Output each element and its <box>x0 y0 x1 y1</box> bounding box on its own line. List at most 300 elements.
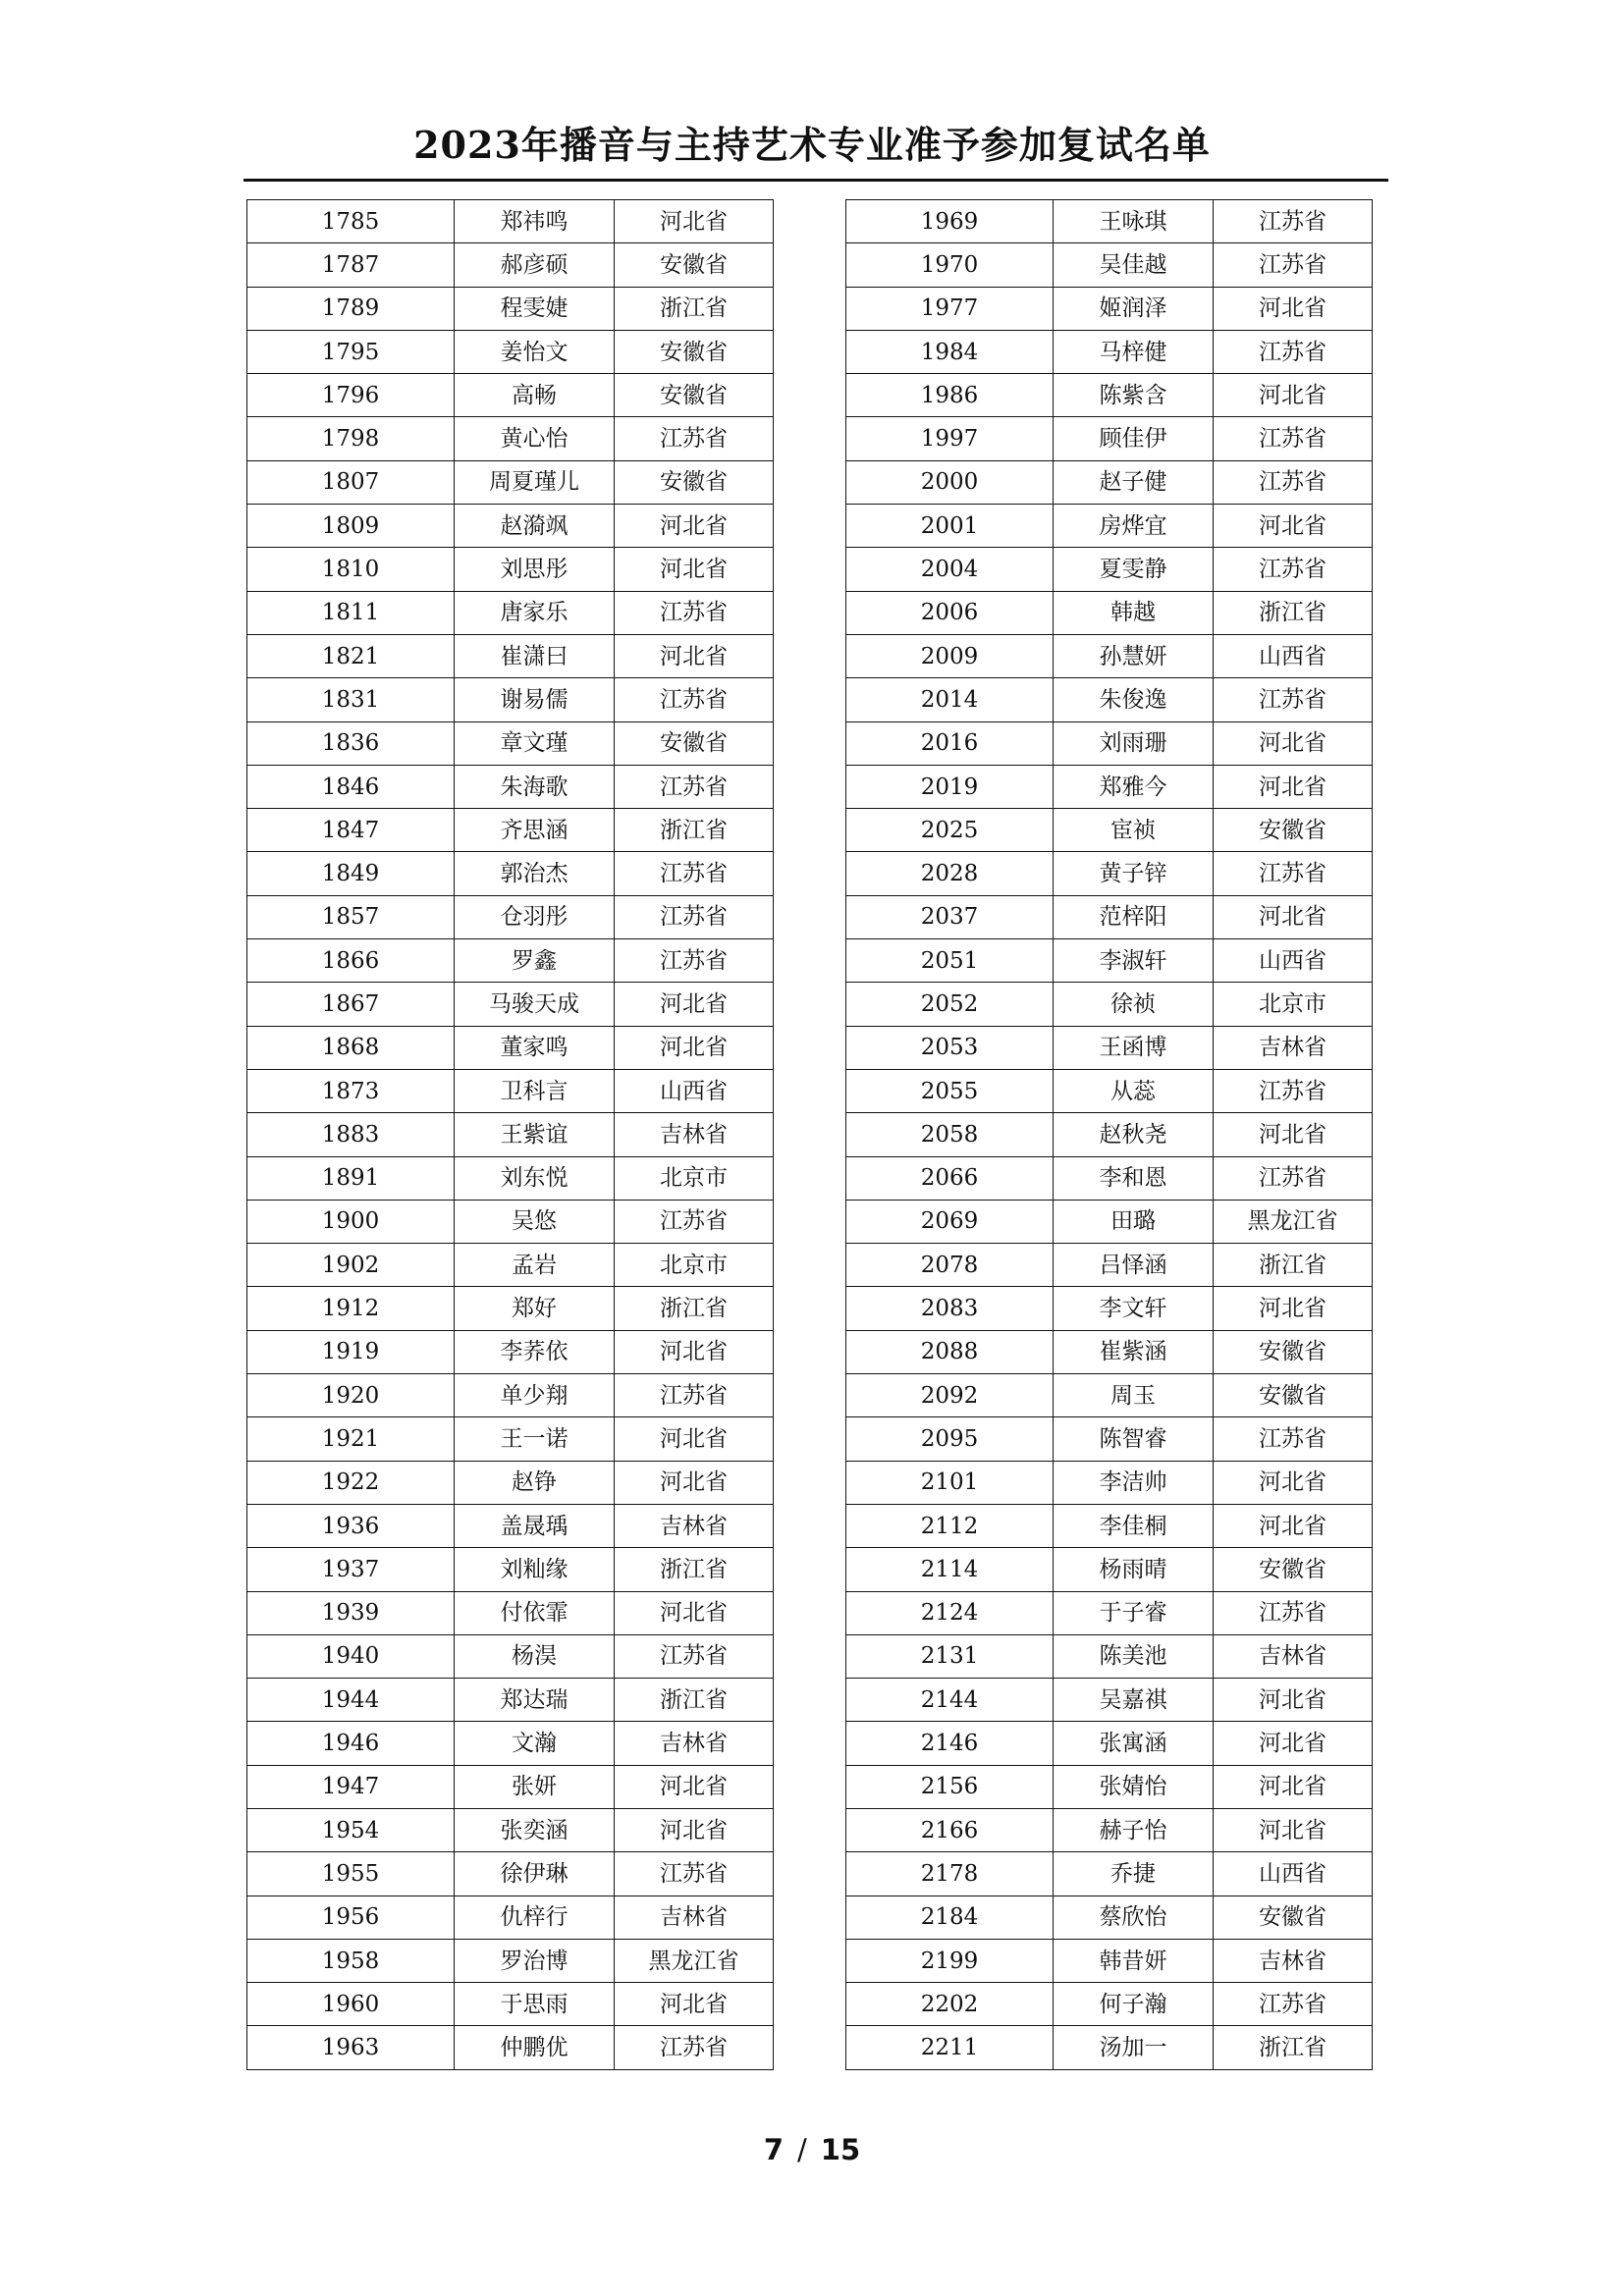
province-cell: 江苏省 <box>1214 1591 1373 1634</box>
province-cell: 山西省 <box>1214 1852 1373 1896</box>
candidate-name-cell: 郭治杰 <box>455 852 615 895</box>
province-cell: 河北省 <box>1214 1287 1373 1330</box>
exam-number-cell: 1846 <box>247 765 455 808</box>
candidate-name-cell: 房烨宜 <box>1054 505 1214 548</box>
province-cell: 江苏省 <box>1214 200 1373 243</box>
province-cell: 河北省 <box>1214 1765 1373 1808</box>
table-row <box>247 200 774 243</box>
exam-number-cell: 2124 <box>846 1591 1054 1634</box>
province-cell: 江苏省 <box>1214 243 1373 287</box>
candidate-name-cell: 唐家乐 <box>455 591 615 634</box>
candidate-name-cell: 汤加一 <box>1054 2026 1214 2069</box>
exam-number-cell: 2014 <box>846 678 1054 721</box>
table-row <box>247 1983 774 2026</box>
province-cell: 安徽省 <box>1214 1330 1373 1373</box>
table-row <box>846 765 1373 808</box>
exam-number-cell: 1785 <box>247 200 455 243</box>
table-row <box>247 721 774 765</box>
exam-number-cell: 1922 <box>247 1461 455 1504</box>
page-total: 15 <box>820 2133 861 2166</box>
exam-number-cell: 2131 <box>846 1634 1054 1678</box>
candidate-name-cell: 张奕涵 <box>455 1808 615 1851</box>
candidate-name-cell: 马梓健 <box>1054 330 1214 373</box>
candidate-name-cell: 郑祎鸣 <box>455 200 615 243</box>
province-cell: 江苏省 <box>1214 852 1373 895</box>
table-row <box>846 1069 1373 1112</box>
table-row <box>247 809 774 852</box>
table-row <box>247 1808 774 1851</box>
province-cell: 河北省 <box>615 1808 774 1851</box>
province-cell: 河北省 <box>1214 1722 1373 1765</box>
exam-number-cell: 1849 <box>247 852 455 895</box>
candidate-table-left <box>246 199 774 2070</box>
candidate-name-cell: 章文瑾 <box>455 721 615 765</box>
candidate-name-cell: 宦祯 <box>1054 809 1214 852</box>
exam-number-cell: 1868 <box>247 1026 455 1069</box>
province-cell: 江苏省 <box>615 852 774 895</box>
province-cell: 北京市 <box>615 1156 774 1200</box>
table-row <box>846 939 1373 983</box>
province-cell: 黑龙江省 <box>1214 1200 1373 1243</box>
exam-number-cell: 1795 <box>247 330 455 373</box>
province-cell: 吉林省 <box>615 1113 774 1156</box>
candidate-name-cell: 崔紫涵 <box>1054 1330 1214 1373</box>
exam-number-cell: 2069 <box>846 1200 1054 1243</box>
province-cell: 河北省 <box>615 505 774 548</box>
province-cell: 河北省 <box>615 1765 774 1808</box>
exam-number-cell: 2016 <box>846 721 1054 765</box>
exam-number-cell: 2078 <box>846 1244 1054 1287</box>
table-row <box>846 1548 1373 1591</box>
province-cell: 河北省 <box>1214 374 1373 417</box>
exam-number-cell: 1997 <box>846 417 1054 460</box>
candidate-name-cell: 马骏天成 <box>455 983 615 1026</box>
candidate-name-cell: 仇梓行 <box>455 1896 615 1939</box>
province-cell: 吉林省 <box>615 1896 774 1939</box>
exam-number-cell: 2066 <box>846 1156 1054 1200</box>
exam-number-cell: 1947 <box>247 1765 455 1808</box>
province-cell: 河北省 <box>1214 1679 1373 1722</box>
table-row <box>846 721 1373 765</box>
province-cell: 江苏省 <box>1214 417 1373 460</box>
candidate-name-cell: 姜怡文 <box>455 330 615 373</box>
table-row <box>846 1026 1373 1069</box>
candidate-table-right-body <box>846 200 1373 2070</box>
province-cell: 江苏省 <box>615 417 774 460</box>
table-row <box>846 852 1373 895</box>
table-row <box>846 1983 1373 2026</box>
exam-number-cell: 1919 <box>247 1330 455 1373</box>
exam-number-cell: 1946 <box>247 1722 455 1765</box>
province-cell: 河北省 <box>1214 895 1373 938</box>
province-cell: 江苏省 <box>615 2026 774 2069</box>
candidate-name-cell: 仓羽彤 <box>455 895 615 938</box>
province-cell: 江苏省 <box>615 1374 774 1417</box>
candidate-name-cell: 李洁帅 <box>1054 1461 1214 1504</box>
table-row <box>247 765 774 808</box>
exam-number-cell: 2019 <box>846 765 1054 808</box>
exam-number-cell: 1954 <box>247 1808 455 1851</box>
candidate-name-cell: 郝彦硕 <box>455 243 615 287</box>
table-row <box>846 243 1373 287</box>
candidate-name-cell: 李佳桐 <box>1054 1504 1214 1547</box>
candidate-name-cell: 谢易儒 <box>455 678 615 721</box>
table-row <box>846 591 1373 634</box>
exam-number-cell: 1977 <box>846 287 1054 330</box>
candidate-name-cell: 文瀚 <box>455 1722 615 1765</box>
exam-number-cell: 2092 <box>846 1374 1054 1417</box>
candidate-name-cell: 罗治博 <box>455 1939 615 1982</box>
table-row <box>247 1548 774 1591</box>
table-row <box>846 1591 1373 1634</box>
table-row <box>846 1634 1373 1678</box>
province-cell: 吉林省 <box>1214 1026 1373 1069</box>
exam-number-cell: 2184 <box>846 1896 1054 1939</box>
exam-number-cell: 2028 <box>846 852 1054 895</box>
exam-number-cell: 2211 <box>846 2026 1054 2069</box>
table-row <box>846 1722 1373 1765</box>
candidate-name-cell: 徐伊琳 <box>455 1852 615 1896</box>
candidate-name-cell: 盖晟瑀 <box>455 1504 615 1547</box>
province-cell: 安徽省 <box>615 460 774 504</box>
table-row <box>846 1852 1373 1896</box>
province-cell: 浙江省 <box>615 1679 774 1722</box>
candidate-name-cell: 赵秋尧 <box>1054 1113 1214 1156</box>
exam-number-cell: 1798 <box>247 417 455 460</box>
province-cell: 河北省 <box>1214 1808 1373 1851</box>
candidate-name-cell: 何子瀚 <box>1054 1983 1214 2026</box>
province-cell: 河北省 <box>615 1417 774 1461</box>
table-row <box>247 417 774 460</box>
page-separator: / <box>797 2133 807 2166</box>
exam-number-cell: 2051 <box>846 939 1054 983</box>
table-row <box>247 1634 774 1678</box>
exam-number-cell: 1811 <box>247 591 455 634</box>
table-row <box>247 1330 774 1373</box>
table-row <box>846 1200 1373 1243</box>
province-cell: 安徽省 <box>615 330 774 373</box>
province-cell: 江苏省 <box>1214 678 1373 721</box>
table-row <box>247 852 774 895</box>
exam-number-cell: 2114 <box>846 1548 1054 1591</box>
table-row <box>846 1504 1373 1547</box>
candidate-name-cell: 刘雨珊 <box>1054 721 1214 765</box>
exam-number-cell: 1821 <box>247 634 455 677</box>
table-row <box>247 1852 774 1896</box>
province-cell: 安徽省 <box>1214 1896 1373 1939</box>
exam-number-cell: 2037 <box>846 895 1054 938</box>
table-row <box>846 1939 1373 1982</box>
candidate-name-cell: 黄心怡 <box>455 417 615 460</box>
exam-number-cell: 2006 <box>846 591 1054 634</box>
province-cell: 吉林省 <box>1214 1939 1373 1982</box>
exam-number-cell: 2166 <box>846 1808 1054 1851</box>
candidate-name-cell: 罗鑫 <box>455 939 615 983</box>
candidate-name-cell: 单少翔 <box>455 1374 615 1417</box>
province-cell: 河北省 <box>1214 1504 1373 1547</box>
province-cell: 河北省 <box>615 1983 774 2026</box>
candidate-name-cell: 刘东悦 <box>455 1156 615 1200</box>
candidate-name-cell: 高畅 <box>455 374 615 417</box>
table-row <box>247 1113 774 1156</box>
province-cell: 河北省 <box>1214 505 1373 548</box>
province-cell: 河北省 <box>1214 765 1373 808</box>
exam-number-cell: 2199 <box>846 1939 1054 1982</box>
candidate-name-cell: 李荞依 <box>455 1330 615 1373</box>
province-cell: 吉林省 <box>615 1504 774 1547</box>
province-cell: 安徽省 <box>1214 809 1373 852</box>
province-cell: 河北省 <box>615 983 774 1026</box>
table-row <box>247 1156 774 1200</box>
candidate-name-cell: 陈紫含 <box>1054 374 1214 417</box>
table-row <box>247 1896 774 1939</box>
exam-number-cell: 2101 <box>846 1461 1054 1504</box>
candidate-name-cell: 吴嘉祺 <box>1054 1679 1214 1722</box>
exam-number-cell: 1958 <box>247 1939 455 1982</box>
exam-number-cell: 2144 <box>846 1679 1054 1722</box>
province-cell: 江苏省 <box>615 1634 774 1678</box>
table-row <box>247 1722 774 1765</box>
table-row <box>846 1330 1373 1373</box>
table-row <box>846 1374 1373 1417</box>
candidate-name-cell: 赫子怡 <box>1054 1808 1214 1851</box>
page-current: 7 <box>763 2133 785 2166</box>
exam-number-cell: 2055 <box>846 1069 1054 1112</box>
table-row <box>247 1069 774 1112</box>
province-cell: 安徽省 <box>615 721 774 765</box>
candidate-name-cell: 徐祯 <box>1054 983 1214 1026</box>
exam-number-cell: 2009 <box>846 634 1054 677</box>
province-cell: 河北省 <box>615 548 774 591</box>
exam-number-cell: 1807 <box>247 460 455 504</box>
candidate-name-cell: 孟岩 <box>455 1244 615 1287</box>
candidate-name-cell: 顾佳伊 <box>1054 417 1214 460</box>
candidate-name-cell: 王紫谊 <box>455 1113 615 1156</box>
table-row <box>247 1287 774 1330</box>
exam-number-cell: 1857 <box>247 895 455 938</box>
province-cell: 江苏省 <box>615 678 774 721</box>
province-cell: 河北省 <box>615 634 774 677</box>
exam-number-cell: 2058 <box>846 1113 1054 1156</box>
exam-number-cell: 1920 <box>247 1374 455 1417</box>
exam-number-cell: 1831 <box>247 678 455 721</box>
table-row <box>846 330 1373 373</box>
exam-number-cell: 1956 <box>247 1896 455 1939</box>
candidate-name-cell: 张妍 <box>455 1765 615 1808</box>
exam-number-cell: 1789 <box>247 287 455 330</box>
table-row <box>846 678 1373 721</box>
table-row <box>846 1679 1373 1722</box>
province-cell: 河北省 <box>1214 1113 1373 1156</box>
candidate-name-cell: 程雯婕 <box>455 287 615 330</box>
candidate-name-cell: 仲鹏优 <box>455 2026 615 2069</box>
table-row <box>846 983 1373 1026</box>
table-row <box>247 374 774 417</box>
province-cell: 江苏省 <box>615 765 774 808</box>
table-row <box>247 939 774 983</box>
exam-number-cell: 1936 <box>247 1504 455 1547</box>
candidate-name-cell: 刘籼缘 <box>455 1548 615 1591</box>
province-cell: 江苏省 <box>615 1852 774 1896</box>
exam-number-cell: 1796 <box>247 374 455 417</box>
province-cell: 山西省 <box>1214 634 1373 677</box>
province-cell: 吉林省 <box>1214 1634 1373 1678</box>
exam-number-cell: 1866 <box>247 939 455 983</box>
province-cell: 江苏省 <box>1214 1069 1373 1112</box>
table-row <box>247 1504 774 1547</box>
table-row <box>247 1374 774 1417</box>
candidate-name-cell: 吕怿涵 <box>1054 1244 1214 1287</box>
candidate-name-cell: 杨淏 <box>455 1634 615 1678</box>
table-row <box>247 460 774 504</box>
table-row <box>846 1896 1373 1939</box>
province-cell: 河北省 <box>615 1026 774 1069</box>
exam-number-cell: 2001 <box>846 505 1054 548</box>
table-row <box>247 1244 774 1287</box>
exam-number-cell: 1955 <box>247 1852 455 1896</box>
province-cell: 江苏省 <box>1214 460 1373 504</box>
exam-number-cell: 1937 <box>247 1548 455 1591</box>
province-cell: 江苏省 <box>615 1200 774 1243</box>
candidate-name-cell: 周夏瑾儿 <box>455 460 615 504</box>
province-cell: 浙江省 <box>615 809 774 852</box>
table-row <box>846 287 1373 330</box>
table-row <box>846 809 1373 852</box>
exam-number-cell: 1902 <box>247 1244 455 1287</box>
province-cell: 江苏省 <box>1214 1417 1373 1461</box>
table-row <box>247 678 774 721</box>
table-row <box>846 1156 1373 1200</box>
exam-number-cell: 1969 <box>846 200 1054 243</box>
candidate-name-cell: 田璐 <box>1054 1200 1214 1243</box>
table-row <box>846 548 1373 591</box>
candidate-name-cell: 于子睿 <box>1054 1591 1214 1634</box>
candidate-name-cell: 姬润泽 <box>1054 287 1214 330</box>
exam-number-cell: 2202 <box>846 1983 1054 2026</box>
candidate-name-cell: 范梓阳 <box>1054 895 1214 938</box>
exam-number-cell: 2000 <box>846 460 1054 504</box>
province-cell: 北京市 <box>1214 983 1373 1026</box>
candidate-name-cell: 郑达瑞 <box>455 1679 615 1722</box>
exam-number-cell: 1810 <box>247 548 455 591</box>
exam-number-cell: 2178 <box>846 1852 1054 1896</box>
candidate-name-cell: 卫科言 <box>455 1069 615 1112</box>
table-row <box>846 1287 1373 1330</box>
candidate-name-cell: 付依霏 <box>455 1591 615 1634</box>
exam-number-cell: 2156 <box>846 1765 1054 1808</box>
candidate-name-cell: 夏雯静 <box>1054 548 1214 591</box>
candidate-name-cell: 杨雨晴 <box>1054 1548 1214 1591</box>
province-cell: 江苏省 <box>1214 330 1373 373</box>
candidate-name-cell: 董家鸣 <box>455 1026 615 1069</box>
table-row <box>247 895 774 938</box>
exam-number-cell: 1867 <box>247 983 455 1026</box>
candidate-name-cell: 朱海歌 <box>455 765 615 808</box>
candidate-name-cell: 孙慧妍 <box>1054 634 1214 677</box>
candidate-name-cell: 陈美池 <box>1054 1634 1214 1678</box>
table-row <box>247 243 774 287</box>
candidate-table-left-body <box>247 200 774 2070</box>
candidate-name-cell: 从蕊 <box>1054 1069 1214 1112</box>
table-row <box>247 1939 774 1982</box>
page-title: 2023年播音与主持艺术专业准予参加复试名单 <box>413 123 1211 167</box>
exam-number-cell: 1939 <box>247 1591 455 1634</box>
candidate-name-cell: 赵子健 <box>1054 460 1214 504</box>
exam-number-cell: 2088 <box>846 1330 1054 1373</box>
candidate-name-cell: 张婧怡 <box>1054 1765 1214 1808</box>
province-cell: 河北省 <box>615 1330 774 1373</box>
exam-number-cell: 1883 <box>247 1113 455 1156</box>
table-row <box>846 634 1373 677</box>
exam-number-cell: 1873 <box>247 1069 455 1112</box>
table-row <box>846 374 1373 417</box>
table-row <box>247 505 774 548</box>
province-cell: 北京市 <box>615 1244 774 1287</box>
candidate-name-cell: 黄子锌 <box>1054 852 1214 895</box>
exam-number-cell: 1900 <box>247 1200 455 1243</box>
candidate-name-cell: 王一诺 <box>455 1417 615 1461</box>
table-row <box>247 1200 774 1243</box>
exam-number-cell: 1912 <box>247 1287 455 1330</box>
table-row <box>846 200 1373 243</box>
table-row <box>247 591 774 634</box>
table-row <box>846 895 1373 938</box>
candidate-name-cell: 吴悠 <box>455 1200 615 1243</box>
table-row <box>247 548 774 591</box>
table-row <box>247 2026 774 2069</box>
table-row <box>846 1461 1373 1504</box>
exam-number-cell: 2112 <box>846 1504 1054 1547</box>
candidate-name-cell: 张寓涵 <box>1054 1722 1214 1765</box>
title-underline <box>244 179 1388 182</box>
province-cell: 江苏省 <box>1214 1156 1373 1200</box>
province-cell: 浙江省 <box>1214 2026 1373 2069</box>
province-cell: 浙江省 <box>615 287 774 330</box>
province-cell: 安徽省 <box>1214 1374 1373 1417</box>
province-cell: 安徽省 <box>1214 1548 1373 1591</box>
exam-number-cell: 1986 <box>846 374 1054 417</box>
candidate-name-cell: 刘思彤 <box>455 548 615 591</box>
exam-number-cell: 1836 <box>247 721 455 765</box>
table-row <box>846 1417 1373 1461</box>
page-number <box>0 2130 1624 2169</box>
table-row <box>247 1026 774 1069</box>
exam-number-cell: 2053 <box>846 1026 1054 1069</box>
exam-number-cell: 2095 <box>846 1417 1054 1461</box>
table-row <box>846 417 1373 460</box>
exam-number-cell: 1847 <box>247 809 455 852</box>
table-row <box>846 2026 1373 2069</box>
exam-number-cell: 2052 <box>846 983 1054 1026</box>
exam-number-cell: 2004 <box>846 548 1054 591</box>
exam-number-cell: 2083 <box>846 1287 1054 1330</box>
province-cell: 河北省 <box>1214 1461 1373 1504</box>
candidate-name-cell: 李和恩 <box>1054 1156 1214 1200</box>
candidate-name-cell: 齐思涵 <box>455 809 615 852</box>
table-row <box>247 1765 774 1808</box>
table-row <box>247 983 774 1026</box>
candidate-name-cell: 郑雅今 <box>1054 765 1214 808</box>
exam-number-cell: 1960 <box>247 1983 455 2026</box>
candidate-name-cell: 王函博 <box>1054 1026 1214 1069</box>
province-cell: 江苏省 <box>1214 1983 1373 2026</box>
candidate-name-cell: 崔潇曰 <box>455 634 615 677</box>
candidate-name-cell: 李淑轩 <box>1054 939 1214 983</box>
table-row <box>247 1591 774 1634</box>
exam-number-cell: 1940 <box>247 1634 455 1678</box>
table-row <box>247 330 774 373</box>
exam-number-cell: 1984 <box>846 330 1054 373</box>
